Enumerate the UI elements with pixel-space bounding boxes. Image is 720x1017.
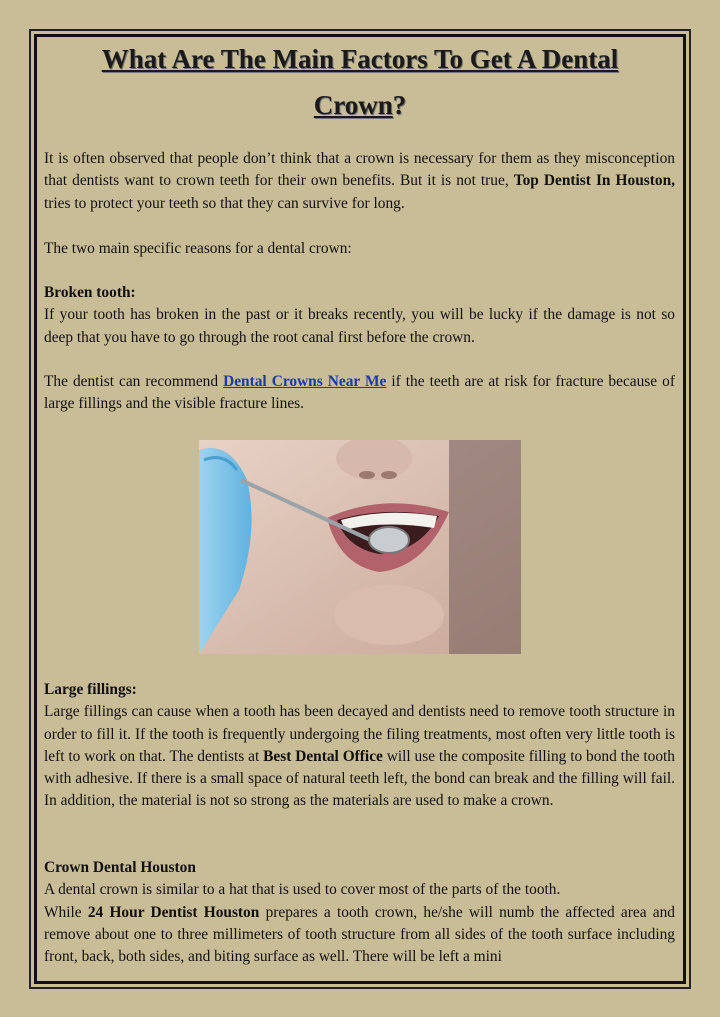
dental-photo-illustration [199,440,521,654]
crown-dental-line1: A dental crown is similar to a hat that is used to cover most of the parts of the tooth. [44,881,561,899]
crown-dental-section [44,857,675,968]
reasons-intro: The two main specific reasons for a dental crown: [44,240,352,257]
crown-text-while: While [44,903,82,921]
dental-crowns-near-me-link[interactable]: Dental Crowns Near Me [223,373,387,390]
large-fillings-section [44,679,675,813]
intro-bold-top-dentist: Top Dentist In Houston, [513,172,675,190]
crown-bold-24-hour-dentist: 24 Hour Dentist Houston [87,903,260,921]
recommend-text-before: The dentist can recommend [44,373,219,390]
broken-tooth-heading: Broken tooth: [44,284,136,301]
intro-paragraph [44,148,675,215]
dental-mirror [369,527,409,553]
broken-tooth-text: If your tooth has broken in the past or it breaks recently, you will be lucky if the damage is not so deep that you have to go through the root canal first before the crown. [44,306,675,346]
recommend-paragraph [44,371,675,416]
large-fillings-heading: Large fillings: [44,681,137,698]
page-title: What Are The Main Factors To Get A Dental [101,44,619,74]
fillings-text-after: will use the composite filling to bond the tooth with adhesive. If there is a small space of natural teeth left, the bond can break and the filling will fail. In addition, the material is not so strong as the materials are used to make a crown. [44,747,675,810]
page-title-line2 [0,81,720,129]
fillings-text-before: Large fillings can cause when a tooth has been decayed and dentists need to remove tooth structure in order to fill it. If the tooth is frequently undergoing the filing treatments, most often very little tooth is left to work on that. The dentists at [44,703,675,765]
recommend-text-after: if the teeth are at risk for fracture because of large fillings and the visible fracture lines. [44,373,675,413]
dental-photo [199,440,521,654]
crown-dental-heading: Crown Dental Houston [44,859,196,876]
title-word-crown: Crown [313,90,393,120]
intro-text: It is often observed that people don’t think that a crown is necessary for them as they misconception that dentists want to crown teeth for their own benefits. But it is not true, [44,150,675,190]
nostril-left [359,471,375,479]
broken-tooth-section [44,282,675,349]
chin [334,585,444,645]
crown-text-after: prepares a tooth crown, he/she will numb the affected area and remove about one to three millimeters of tooth structure from all sides of the tooth surface including front, back, both sides, and biting surface as well. There will be left a mini [44,903,675,966]
hair-shadow [449,440,521,654]
intro-text-after: tries to protect your teeth so that they can survive for long. [44,194,405,212]
fillings-bold-best-dental-office: Best Dental Office [263,747,383,765]
nostril-right [381,471,397,479]
title-question-mark: ? [392,90,407,120]
